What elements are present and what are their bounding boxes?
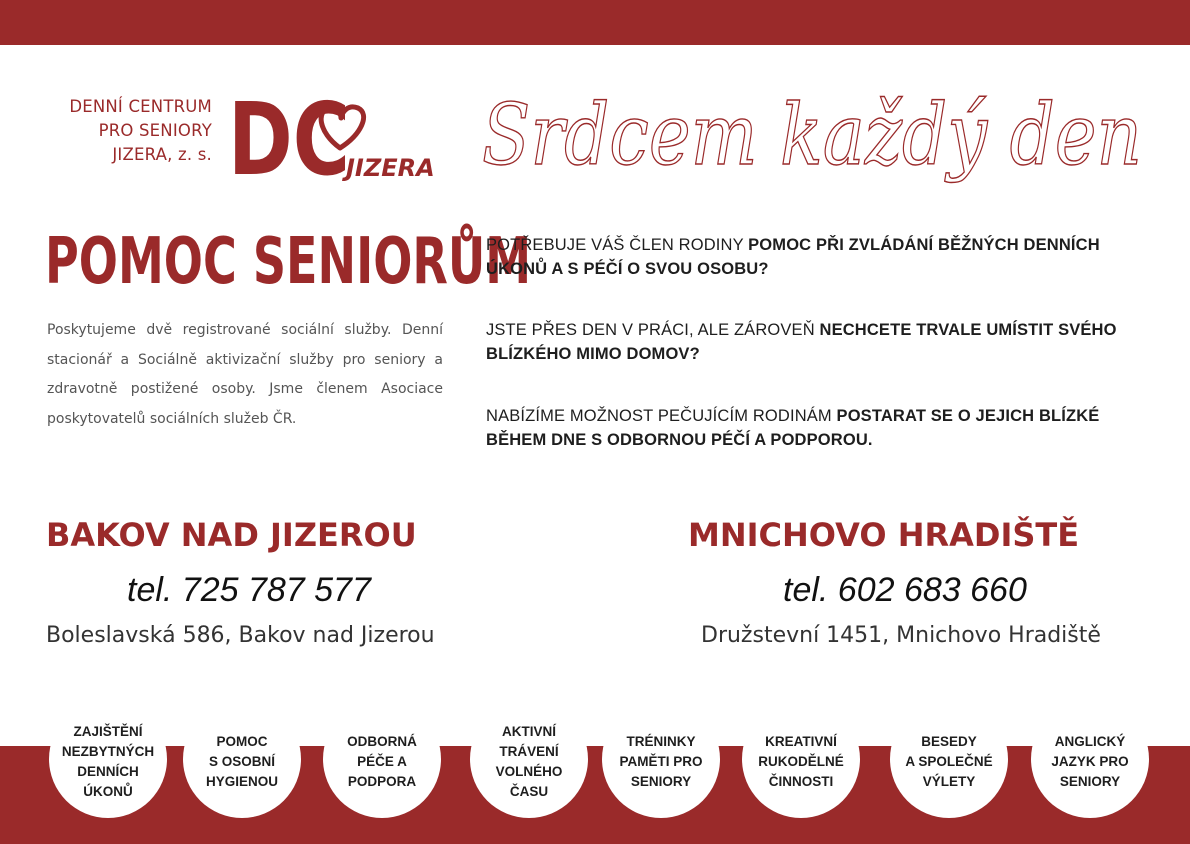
location-1-phone: tel. 725 787 577	[127, 571, 371, 609]
location-2-phone: tel. 602 683 660	[783, 571, 1027, 609]
paragraph-2-plain: JSTE PŘES DEN V PRÁCI, ALE ZÁROVEŇ	[486, 321, 820, 339]
service-circle-8	[1031, 700, 1149, 818]
org-name-line-3: JIZERA, z. s.	[112, 145, 212, 164]
service-label-6: KREATIVNÍ RUKODĚLNÉ ČINNOSTI	[758, 734, 844, 789]
paragraph-1-plain: POTŘEBUJE VÁŠ ČLEN RODINY	[486, 236, 749, 254]
paragraph-3-plain: NABÍZÍME MOŽNOST PEČUJÍCÍM RODINÁM	[486, 407, 837, 425]
service-label-3: ODBORNÁ PÉČE A PODPORA	[347, 734, 417, 789]
service-label-2: POMOC S OSOBNÍ HYGIENOU	[205, 734, 278, 789]
paragraph-1	[486, 233, 1126, 281]
location-1-city: BAKOV NAD JIZEROU	[46, 516, 417, 554]
bottom-band	[0, 746, 1190, 844]
paragraph-1-bold: POMOC PŘI ZVLÁDÁNÍ BĚŽNÝCH DENNÍCH ÚKONŮ A S PÉČÍ O SVOU OSOBU?	[486, 236, 1100, 278]
page-title: POMOC SENIORŮM	[45, 225, 532, 299]
paragraph-3-bold: POSTARAT SE O JEJICH BLÍZKÉ BĚHEM DNE S ODBORNOU PÉČÍ A PODPOROU.	[486, 407, 1100, 449]
service-label-5: TRÉNINKY PAMĚTI PRO SENIORY	[619, 734, 703, 789]
paragraph-2-bold: NECHCETE TRVALE UMÍSTIT SVÉHO BLÍZKÉHO MIMO DOMOV?	[486, 321, 1117, 363]
service-label-8: ANGLICKÝ JAZYK PRO SENIORY	[1051, 734, 1129, 789]
service-circle-7	[890, 700, 1008, 818]
org-name-line-2: PRO SENIORY	[98, 121, 212, 140]
org-name-line-1: DENNÍ CENTRUM	[69, 97, 212, 116]
location-2-address: Družstevní 1451, Mnichovo Hradiště	[701, 623, 1101, 648]
logo-word: JIZERA	[346, 154, 435, 182]
slogan	[478, 72, 1158, 202]
service-circle-6	[742, 700, 860, 818]
location-1-address: Boleslavská 586, Bakov nad Jizerou	[46, 623, 435, 648]
paragraph-3	[486, 404, 1126, 452]
top-band	[0, 0, 1190, 45]
service-label-4: AKTIVNÍ TRÁVENÍ VOLNÉHO ČASU	[495, 724, 563, 799]
service-circle-4	[470, 700, 588, 818]
intro-text: Poskytujeme dvě registrované sociální služby. Denní stacionář a Sociálně aktivizační služby pro seniory a zdravotně postižené osoby. Jsme členem Asociace poskytovatelů sociálních služeb ČR.	[47, 322, 443, 427]
service-circle-5	[602, 700, 720, 818]
logo-mark	[228, 82, 450, 199]
logo-initials: DC	[228, 82, 350, 199]
slogan-text: Srdcem každý den	[482, 86, 1142, 184]
service-label-1: ZAJIŠTĚNÍ NEZBYTNÝCH DENNÍCH ÚKONŮ	[61, 724, 155, 799]
service-label-7: BESEDY A SPOLEČNÉ VÝLETY	[905, 734, 993, 789]
location-2-city: MNICHOVO HRADIŠTĚ	[688, 516, 1080, 554]
service-circle-2	[183, 700, 301, 818]
service-circle-1	[49, 700, 167, 818]
service-circle-3	[323, 700, 441, 818]
org-name	[28, 95, 212, 167]
paragraph-2	[486, 318, 1126, 366]
